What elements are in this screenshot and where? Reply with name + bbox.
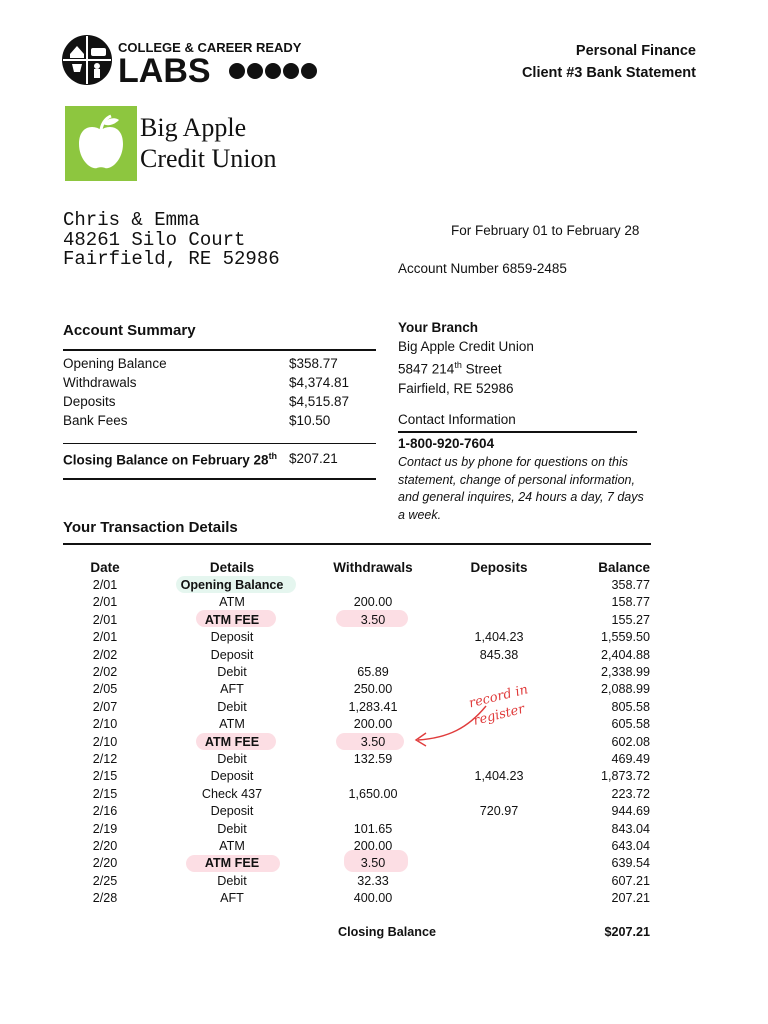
closing-value: $207.21 bbox=[289, 451, 338, 466]
handwritten-note: record in register bbox=[467, 682, 530, 729]
document-title: Client #3 Bank Statement bbox=[521, 65, 696, 81]
cell-details: Deposit bbox=[210, 630, 254, 645]
summary-value: $4,515.87 bbox=[289, 394, 350, 409]
cell-details: Debit bbox=[217, 873, 247, 888]
branch-city: Fairfield, RE 52986 bbox=[398, 380, 514, 396]
cell-withdrawal: 65.89 bbox=[357, 665, 389, 679]
cell-deposit: 845.38 bbox=[479, 647, 519, 662]
cell-balance: 607.21 bbox=[611, 873, 650, 888]
document-header bbox=[522, 40, 696, 84]
cell-date: 2/01 bbox=[92, 612, 118, 627]
cell-details: Check 437 bbox=[201, 786, 263, 801]
cell-date: 2/02 bbox=[92, 647, 118, 662]
summary-mid-rule bbox=[63, 443, 376, 444]
cell-date: 2/01 bbox=[92, 595, 118, 610]
closing-balance-value: $207.21 bbox=[604, 925, 650, 939]
cell-balance: 2,088.99 bbox=[600, 682, 650, 697]
summary-label: Deposits bbox=[63, 394, 116, 409]
summary-value: $4,374.81 bbox=[289, 375, 350, 390]
summary-label: Withdrawals bbox=[63, 375, 137, 390]
summary-top-rule bbox=[63, 349, 376, 351]
col-header-date: Date bbox=[90, 560, 120, 575]
cell-date: 2/05 bbox=[92, 682, 118, 697]
closing-sup: th bbox=[268, 451, 278, 461]
table-row bbox=[0, 578, 768, 595]
cell-deposit: 720.97 bbox=[479, 804, 519, 819]
transactions-rule bbox=[63, 543, 651, 545]
transactions-title: Your Transaction Details bbox=[63, 519, 238, 536]
cell-date: 2/15 bbox=[92, 769, 118, 784]
cell-details: AFT bbox=[220, 891, 244, 906]
branch-title: Your Branch bbox=[398, 320, 479, 335]
branch-name: Big Apple Credit Union bbox=[398, 339, 534, 354]
cell-balance: 2,404.88 bbox=[600, 647, 650, 662]
cell-balance: 223.72 bbox=[611, 786, 650, 801]
cell-date: 2/01 bbox=[92, 630, 118, 645]
cell-details: Deposit bbox=[210, 769, 254, 784]
cell-details: Deposit bbox=[210, 647, 254, 662]
closing-balance-label: Closing Balance bbox=[338, 925, 436, 939]
apple-icon bbox=[65, 106, 137, 181]
cell-balance: 158.77 bbox=[611, 595, 650, 610]
cell-date: 2/12 bbox=[92, 752, 118, 766]
table-row bbox=[0, 700, 768, 717]
cell-withdrawal: 400.00 bbox=[353, 891, 393, 906]
cell-details: ATM bbox=[219, 595, 245, 610]
cell-details: ATM FEE bbox=[204, 734, 260, 749]
statement-period: For February 01 to February 28 bbox=[451, 223, 640, 238]
table-row bbox=[0, 856, 768, 873]
cell-balance: 602.08 bbox=[611, 734, 650, 749]
cell-date: 2/20 bbox=[92, 856, 118, 871]
client-address bbox=[63, 211, 280, 270]
branch-info bbox=[398, 318, 534, 398]
cell-date: 2/16 bbox=[92, 804, 118, 819]
cell-withdrawal: 3.50 bbox=[360, 856, 386, 871]
table-row bbox=[0, 682, 768, 699]
summary-value: $10.50 bbox=[289, 413, 331, 428]
contact-phone[interactable]: 1-800-920-7604 bbox=[398, 436, 495, 451]
table-row bbox=[0, 630, 768, 647]
arrow-icon bbox=[408, 700, 488, 750]
client-name: Chris & Emma bbox=[63, 209, 200, 231]
col-header-deposits: Deposits bbox=[470, 560, 528, 575]
cell-date: 2/01 bbox=[92, 578, 118, 592]
cell-date: 2/15 bbox=[92, 786, 118, 801]
account-summary-title: Account Summary bbox=[63, 322, 196, 339]
cell-details: Debit bbox=[217, 665, 247, 679]
client-street: 48261 Silo Court bbox=[63, 228, 246, 251]
cell-withdrawal: 3.50 bbox=[360, 734, 386, 749]
table-row bbox=[0, 891, 768, 908]
college-career-ready-labs-logo bbox=[60, 32, 320, 90]
cell-details: ATM bbox=[219, 839, 245, 853]
contact-note: Contact us by phone for questions on this statement, change of personal information, and general inquires, 24 hours a day, 7 days a week. bbox=[398, 455, 644, 522]
cell-details: AFT bbox=[220, 682, 244, 697]
cell-withdrawal: 250.00 bbox=[353, 682, 393, 697]
cell-details: ATM FEE bbox=[204, 856, 260, 871]
table-row bbox=[0, 648, 768, 665]
bank-name-line1: Big Apple bbox=[140, 113, 247, 142]
closing-label: Closing Balance on February 28 bbox=[63, 452, 269, 468]
cell-balance: 605.58 bbox=[611, 717, 650, 732]
col-header-balance: Balance bbox=[598, 560, 650, 575]
cell-details: Opening Balance bbox=[180, 578, 284, 592]
cell-withdrawal: 1,650.00 bbox=[348, 786, 398, 801]
cell-balance: 155.27 bbox=[611, 612, 650, 627]
bank-logo bbox=[65, 106, 137, 181]
table-row bbox=[0, 752, 768, 769]
table-row bbox=[0, 595, 768, 612]
table-row bbox=[0, 839, 768, 856]
summary-label: Bank Fees bbox=[63, 413, 128, 428]
cell-date: 2/19 bbox=[92, 821, 118, 836]
cell-withdrawal: 132.59 bbox=[353, 752, 393, 766]
cell-balance: 358.77 bbox=[611, 578, 650, 592]
cell-withdrawal: 200.00 bbox=[353, 717, 393, 732]
cell-withdrawal: 200.00 bbox=[353, 839, 393, 853]
cell-withdrawal: 200.00 bbox=[353, 595, 393, 610]
col-header-details: Details bbox=[209, 560, 255, 575]
cell-date: 2/28 bbox=[92, 891, 118, 906]
cell-balance: 805.58 bbox=[611, 699, 650, 714]
bank-name bbox=[140, 112, 277, 174]
cell-date: 2/10 bbox=[92, 717, 118, 732]
cell-balance: 843.04 bbox=[611, 821, 650, 836]
cell-balance: 469.49 bbox=[611, 752, 650, 766]
brand-top-text: COLLEGE & CAREER READY bbox=[118, 40, 302, 55]
cell-balance: 1,873.72 bbox=[600, 769, 650, 784]
cell-details: Debit bbox=[217, 821, 247, 836]
cell-balance: 1,559.50 bbox=[600, 630, 650, 645]
col-header-withdrawals: Withdrawals bbox=[333, 560, 413, 575]
client-city: Fairfield, RE 52986 bbox=[63, 248, 280, 270]
cell-date: 2/02 bbox=[92, 665, 118, 679]
cell-withdrawal: 101.65 bbox=[353, 821, 393, 836]
account-number: Account Number 6859-2485 bbox=[398, 261, 567, 276]
cell-details: Debit bbox=[217, 699, 247, 714]
brand-main-text: LABS bbox=[118, 52, 211, 90]
cell-withdrawal: 3.50 bbox=[360, 612, 386, 627]
cell-balance: 207.21 bbox=[611, 891, 650, 906]
cell-deposit: 1,404.23 bbox=[474, 769, 524, 784]
table-row bbox=[0, 665, 768, 682]
cell-date: 2/25 bbox=[92, 873, 118, 888]
cell-date: 2/10 bbox=[92, 734, 118, 749]
table-row bbox=[0, 735, 768, 752]
course-title: Personal Finance bbox=[575, 43, 696, 59]
table-row bbox=[0, 717, 768, 734]
contact-rule bbox=[398, 431, 637, 433]
cell-balance: 944.69 bbox=[611, 804, 650, 819]
branch-street: 5847 214th Street bbox=[398, 360, 502, 377]
cell-balance: 2,338.99 bbox=[600, 665, 650, 679]
summary-bottom-rule bbox=[63, 478, 376, 480]
cell-details: Debit bbox=[217, 752, 247, 766]
table-row bbox=[0, 787, 768, 804]
cell-withdrawal: 32.33 bbox=[357, 873, 389, 888]
cell-details: ATM FEE bbox=[204, 612, 260, 627]
cell-details: Deposit bbox=[210, 804, 254, 819]
cell-date: 2/20 bbox=[92, 839, 118, 853]
cell-withdrawal: 1,283.41 bbox=[348, 699, 398, 714]
bank-name-line2: Credit Union bbox=[140, 144, 277, 173]
summary-value: $358.77 bbox=[289, 356, 338, 371]
cell-balance: 639.54 bbox=[611, 856, 650, 871]
table-row bbox=[0, 769, 768, 786]
cell-deposit: 1,404.23 bbox=[474, 630, 524, 645]
table-row bbox=[0, 804, 768, 821]
contact-title: Contact Information bbox=[398, 412, 516, 427]
summary-label: Opening Balance bbox=[63, 356, 167, 371]
cell-balance: 643.04 bbox=[611, 839, 650, 853]
table-row bbox=[0, 874, 768, 891]
cell-details: ATM bbox=[219, 717, 245, 732]
table-row bbox=[0, 613, 768, 630]
cell-date: 2/07 bbox=[92, 699, 118, 714]
table-row bbox=[0, 822, 768, 839]
